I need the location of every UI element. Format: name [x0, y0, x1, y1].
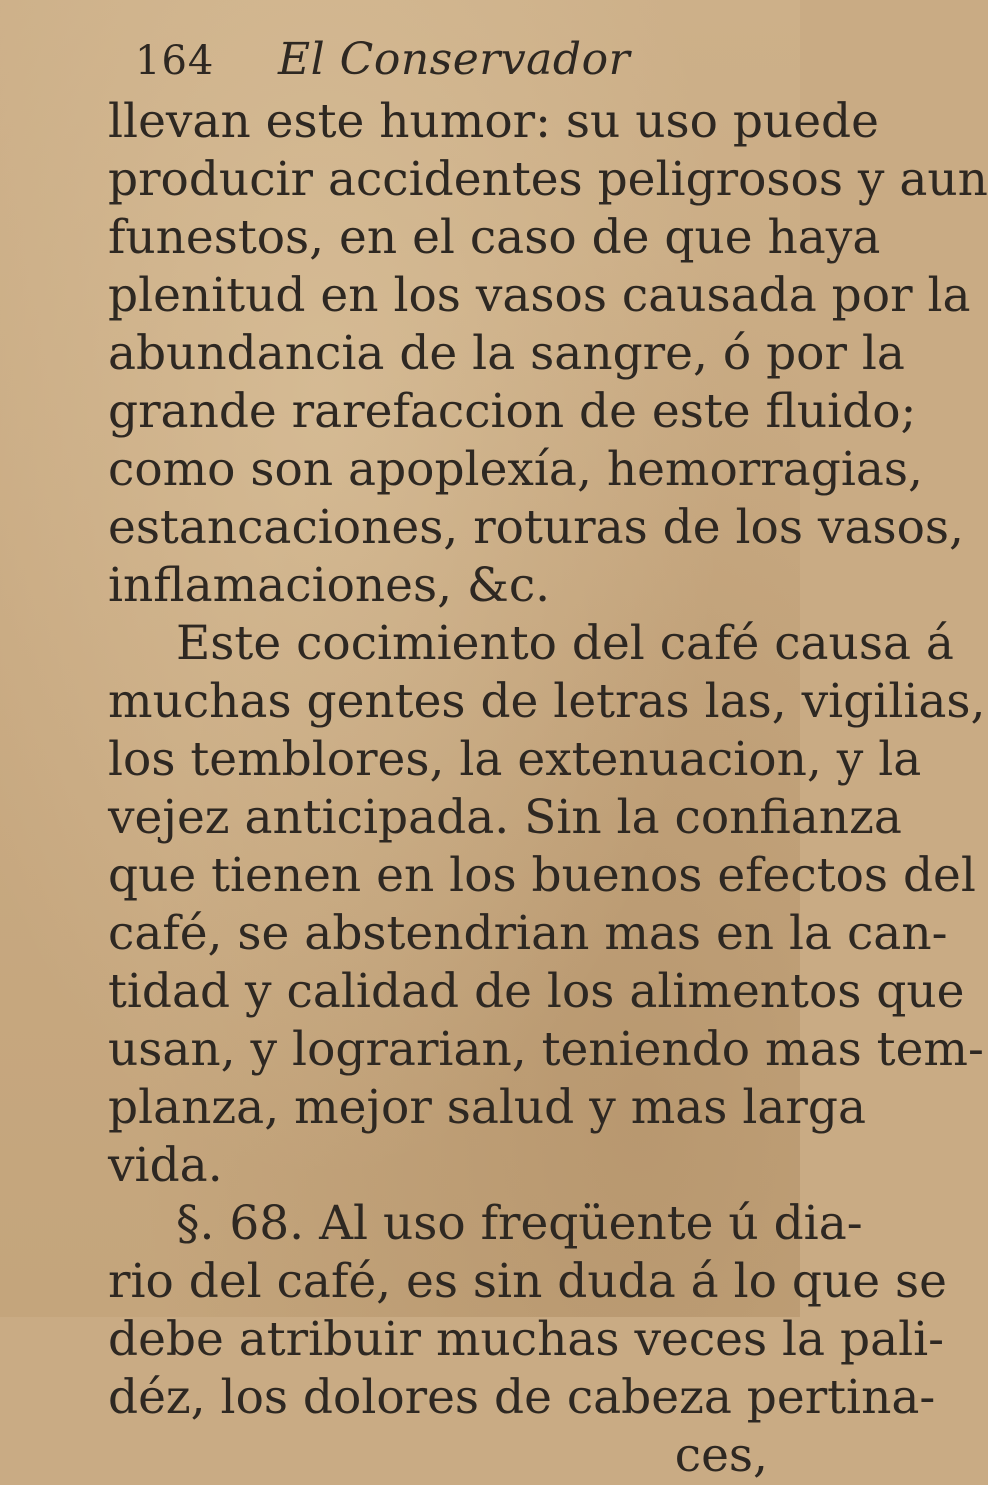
text-line: debe atribuir muchas veces la pali- [108, 1312, 945, 1367]
text-line: inflamaciones, &c. [108, 558, 551, 613]
text-line: que tienen en los buenos efectos del [108, 848, 976, 903]
text-line: grande rarefaccion de este fluido; [108, 384, 917, 439]
text-line: los temblores, la extenuacion, y la [108, 732, 922, 787]
text-line: estancaciones, roturas de los vasos, [108, 500, 964, 555]
body-text [108, 93, 988, 1485]
text-line: tidad y calidad de los alimentos que [108, 964, 965, 1019]
text-line: llevan este humor: su uso puede [108, 94, 879, 149]
text-line: plenitud en los vasos causada por la [108, 268, 971, 323]
page-header [135, 28, 695, 88]
text-line: como son apoplexía, hemorragias, [108, 442, 923, 497]
text-line: planza, mejor salud y mas larga [108, 1080, 866, 1135]
text-line: rio del café, es sin duda á lo que se [108, 1254, 947, 1309]
text-line: producir accidentes peligrosos y aun [108, 152, 988, 207]
catchword: ces, [674, 1428, 768, 1483]
running-title: El Conservador [278, 34, 631, 85]
text-line: funestos, en el caso de que haya [108, 210, 881, 265]
text-line: vejez anticipada. Sin la confianza [108, 790, 902, 845]
paragraph-start-line: Este cocimiento del café causa á [176, 616, 954, 671]
text-line: déz, los dolores de cabeza pertina- [108, 1370, 936, 1425]
section-start-line: §. 68. Al uso freqüente ú dia- [176, 1196, 863, 1251]
text-line: abundancia de la sangre, ó por la [108, 326, 905, 381]
page-number: 164 [135, 38, 215, 84]
text-line: vida. [108, 1138, 223, 1193]
text-line: usan, y lograrian, teniendo mas tem- [108, 1022, 984, 1077]
text-line: muchas gentes de letras las, vigilias, [108, 674, 986, 729]
text-line: café, se abstendrian mas en la can- [108, 906, 948, 961]
